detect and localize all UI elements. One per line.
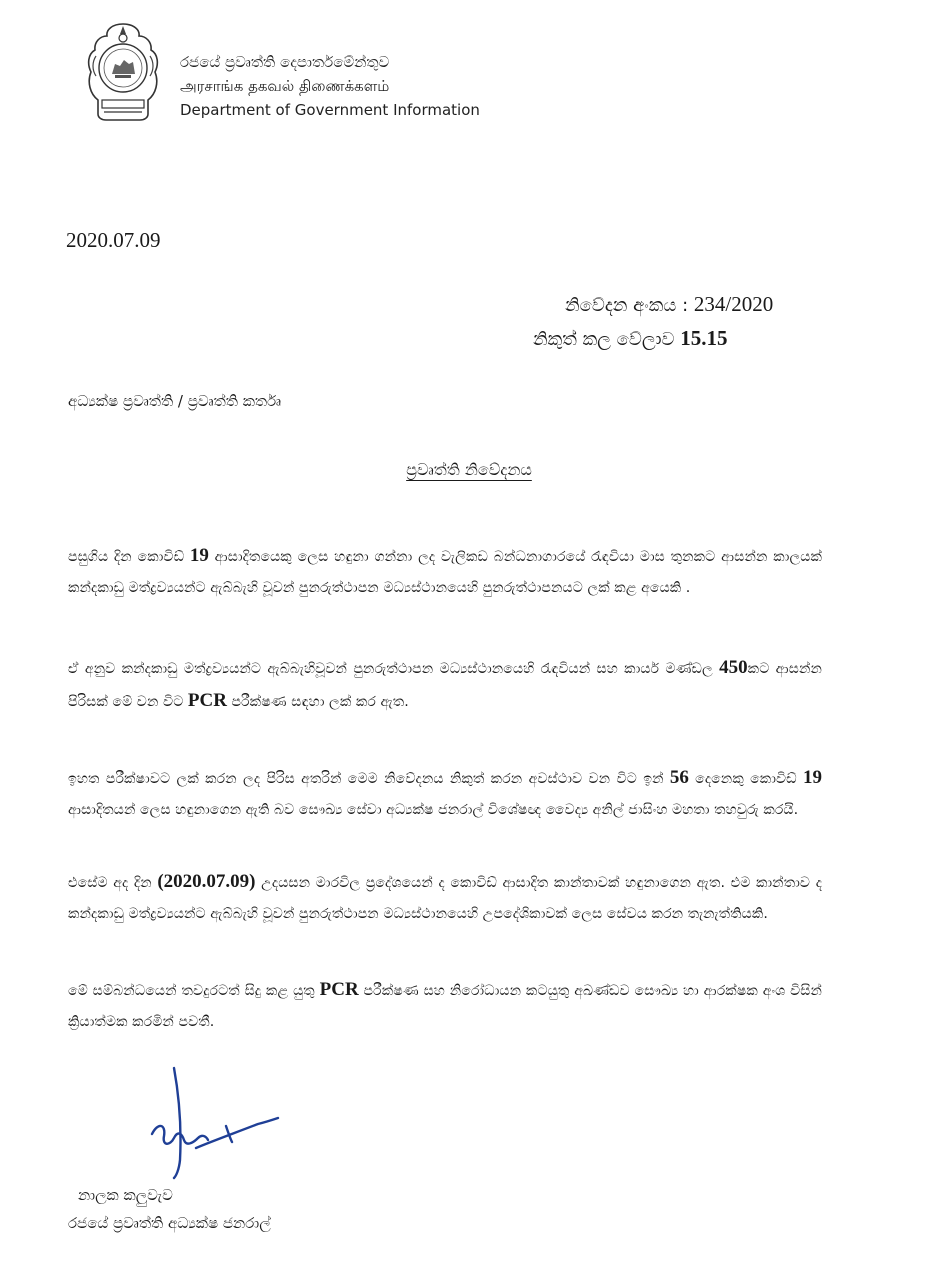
release-number: [565, 292, 773, 317]
release-time-value: 15.15: [680, 326, 728, 350]
release-number-value: 234/2020: [693, 292, 774, 316]
state-emblem-logo: [82, 20, 164, 124]
document-title: [0, 460, 938, 480]
paragraph-5: මේ සම්බන්ධයෙන් තවදුරටත් සිදු කළ යුතු PCR පරීක්ෂණ සහ නිරෝධායන කටයුතු අඛණ්ඩව සෞඛ්‍ය හා ආරක්ෂක අංශ විසින් ක්‍රියාත්මක කරමින් පවතී.: [68, 979, 822, 1030]
release-time-label: නිකුත් කල වේලාව: [533, 329, 675, 350]
signer-designation: රජයේ ප්‍රවෘත්ති අධ්‍යක්ෂ ජනරාල්: [68, 1214, 271, 1232]
signer-name: නාලක කලුවැව: [78, 1186, 173, 1204]
paragraph-4: එසේම අද දින (2020.07.09) උදයසන මාරවිල ප්‍රදේශයෙන් ද කොවිඩ් ආසාදිත කාන්තාවක් හඳුනාගෙන ඇත. එම කාන්තාව ද කන්දකාඩු මත්ද්‍රව්‍යයන්ට ඇබ්බැහි වූවන් පුනරුත්ථාපන මධ්‍යස්ථානයෙහි උපදේශිකාවක් ලෙස සේවය කරන තැනැත්තියකි.: [68, 871, 822, 922]
document-date: 2020.07.09: [66, 228, 161, 252]
recipient-line: අධ්‍යක්ෂ ප්‍රවෘත්ති / ප්‍රවෘත්ති කර්තෘ: [68, 392, 282, 410]
department-name-sinhala: රජයේ ප්‍රවෘත්ති දෙපාර්තමේන්තුව: [180, 53, 390, 71]
release-number-label: නිවේදන අංකය :: [565, 295, 689, 316]
signature: [140, 1060, 300, 1180]
paragraph-1: පසුගිය දින කොවිඩ් 19 ආසාදිතයෙකු ලෙස හඳුනා ගන්නා ලද වැලිකඩ බන්ධනාගාරයේ රැඳවියා මාස තුනකට ආසන්න කාලයක් කන්දකාඩු මත්ද්‍රව්‍යයන්ට ඇබ්බැහි වූවන් පුනරුත්ථාපන මධ්‍යස්ථානයෙහි පුනරුත්ථාපනයට ලක් කළ අයෙකි .: [68, 545, 822, 596]
release-time: [533, 326, 727, 351]
department-name-tamil: அரசாங்க தகவல் திணைக்களம்: [180, 77, 390, 95]
document-title-text: ප්‍රවෘත්ති නිවේදනය: [406, 460, 532, 479]
paragraph-3: ඉහත පරීක්ෂාවට ලක් කරන ලද පිරිස අතරින් මෙම නිවේදනය නිකුත් කරන අවස්ථාව වන විට ඉන් 56 දෙනෙකු කොවිඩ් 19 ආසාදිතයන් ලෙස හඳුනාගෙන ඇති බව සෞඛ්‍ය සේවා අධ්‍යක්ෂ ජනරාල් විශේෂඥ වෛද්‍ය අනිල් ජාසිංහ මහතා තහවුරු කරයි.: [68, 767, 822, 818]
paragraph-2: ඒ අනුව කන්දකාඩු මත්ද්‍රව්‍යයන්ට ඇබ්බැහිවූවන් පුනරුත්ථාපන මධ්‍යස්ථානයෙහි රැඳවියන් සහ කාර්ය මණ්ඩල 450කට ආසන්න පිරිසක් මේ වන විට PCR පරීක්ෂණ සඳහා ලක් කර ඇත.: [68, 657, 822, 711]
department-name-english: Department of Government Information: [180, 101, 480, 119]
